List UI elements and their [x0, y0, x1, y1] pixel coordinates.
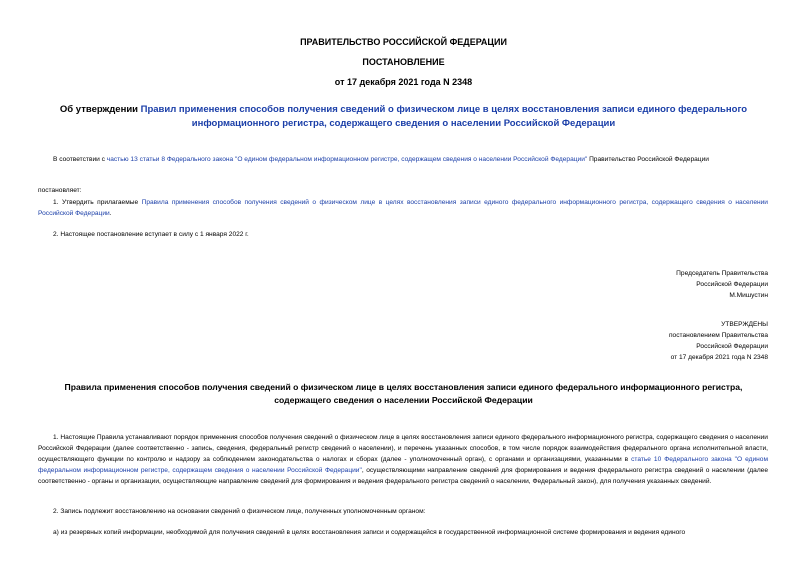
document-title [30, 103, 777, 131]
signature-block [676, 268, 768, 301]
document-date-number: от 17 декабря 2021 года N 2348 [334, 77, 473, 87]
item-1-end: . [109, 210, 112, 217]
approval-stamp [669, 319, 768, 363]
item-1-rules-link[interactable]: Правила применения способов получения сведений о физическом лице в целях восстановления записи единого федерального информационного регистра, содержащего сведения о населении Российской Федерации [38, 199, 768, 217]
title-link[interactable]: Правил применения способов получения сведений о физическом лице в целях восстановления записи единого федерального информационного регистра, содержащего сведения о населении Российской Федерации [140, 104, 748, 129]
rules-title: Правила применения способов получения сведений о физическом лице в целях восстановления записи единого федерального информационного регистра, содержащего сведения о населении Российской Федерации [64, 382, 743, 405]
rules-p1-text-end: , осуществляющими направление сведений для формирования и ведения федерального регистра сведений о населении (далее соответственно - органы и организации, осуществляющие направление сведений для формирования и ведения федерального регистра сведений о населении, Федеральный закон), для получения указанных сведений. [38, 467, 768, 485]
preamble-text-after: Правительство Российской Федерации [587, 156, 709, 163]
signature-position-2: Российской Федерации [696, 281, 768, 288]
preamble-paragraph [38, 154, 768, 165]
rules-paragraph-2: 2. Запись подлежит восстановлению на основании сведений о физическом лице, полученных уполномоченным органом: [53, 508, 426, 515]
title-prefix: Об утверждении [59, 104, 141, 115]
approved-by-2: Российской Федерации [696, 343, 768, 350]
rules-paragraph-1 [38, 432, 768, 487]
preamble-text-before: В соответствии с [53, 156, 107, 163]
item-1-text: 1. Утвердить прилагаемые [53, 199, 142, 206]
approved-by: постановлением Правительства [668, 332, 768, 339]
item-1-paragraph [38, 197, 768, 219]
rules-p1-law-link[interactable]: статье 10 Федерального закона "О едином федеральном информационном регистре, содержащем сведения о населении Российской Федерации" [38, 456, 768, 474]
document-type: ПОСТАНОВЛЕНИЕ [362, 57, 445, 67]
resolves-label: постановляет: [38, 187, 82, 194]
signature-position: Председатель Правительства [676, 270, 768, 277]
rules-p1-text: 1. Настоящие Правила устанавливают порядок применения способов получения сведений о физическом лице в целях восстановления записи единого федерального информационного регистра, содержащего сведения о населении Российской Федерации (далее соответственно - запись, сведения, федеральный регистр сведений о населении), и перечень указанных способов, в том числе порядок взаимодействия федерального органа исполнительной власти, осуществляющего функции по контролю и надзору за соблюдением законодательства о налогах и сборах (далее - уполномоченный орган), с органами и организациями, указанными в [38, 434, 768, 463]
issuing-authority: ПРАВИТЕЛЬСТВО РОССИЙСКОЙ ФЕДЕРАЦИИ [300, 37, 507, 47]
item-2-paragraph: 2. Настоящее постановление вступает в силу с 1 января 2022 г. [53, 231, 249, 238]
signature-name: М.Мишустин [729, 292, 768, 299]
approved-date: от 17 декабря 2021 года N 2348 [670, 354, 768, 361]
approved-label: УТВЕРЖДЕНЫ [721, 321, 768, 328]
rules-paragraph-3: а) из резервных копий информации, необходимой для получения сведений в целях восстановления записи и содержащейся в государственной информационной системе формирования и ведения единого [53, 529, 686, 536]
preamble-law-link[interactable]: частью 13 статьи 8 Федерального закона "О едином федеральном информационном регистре, содержащем сведения о населении Российской Федерации" [106, 156, 588, 163]
